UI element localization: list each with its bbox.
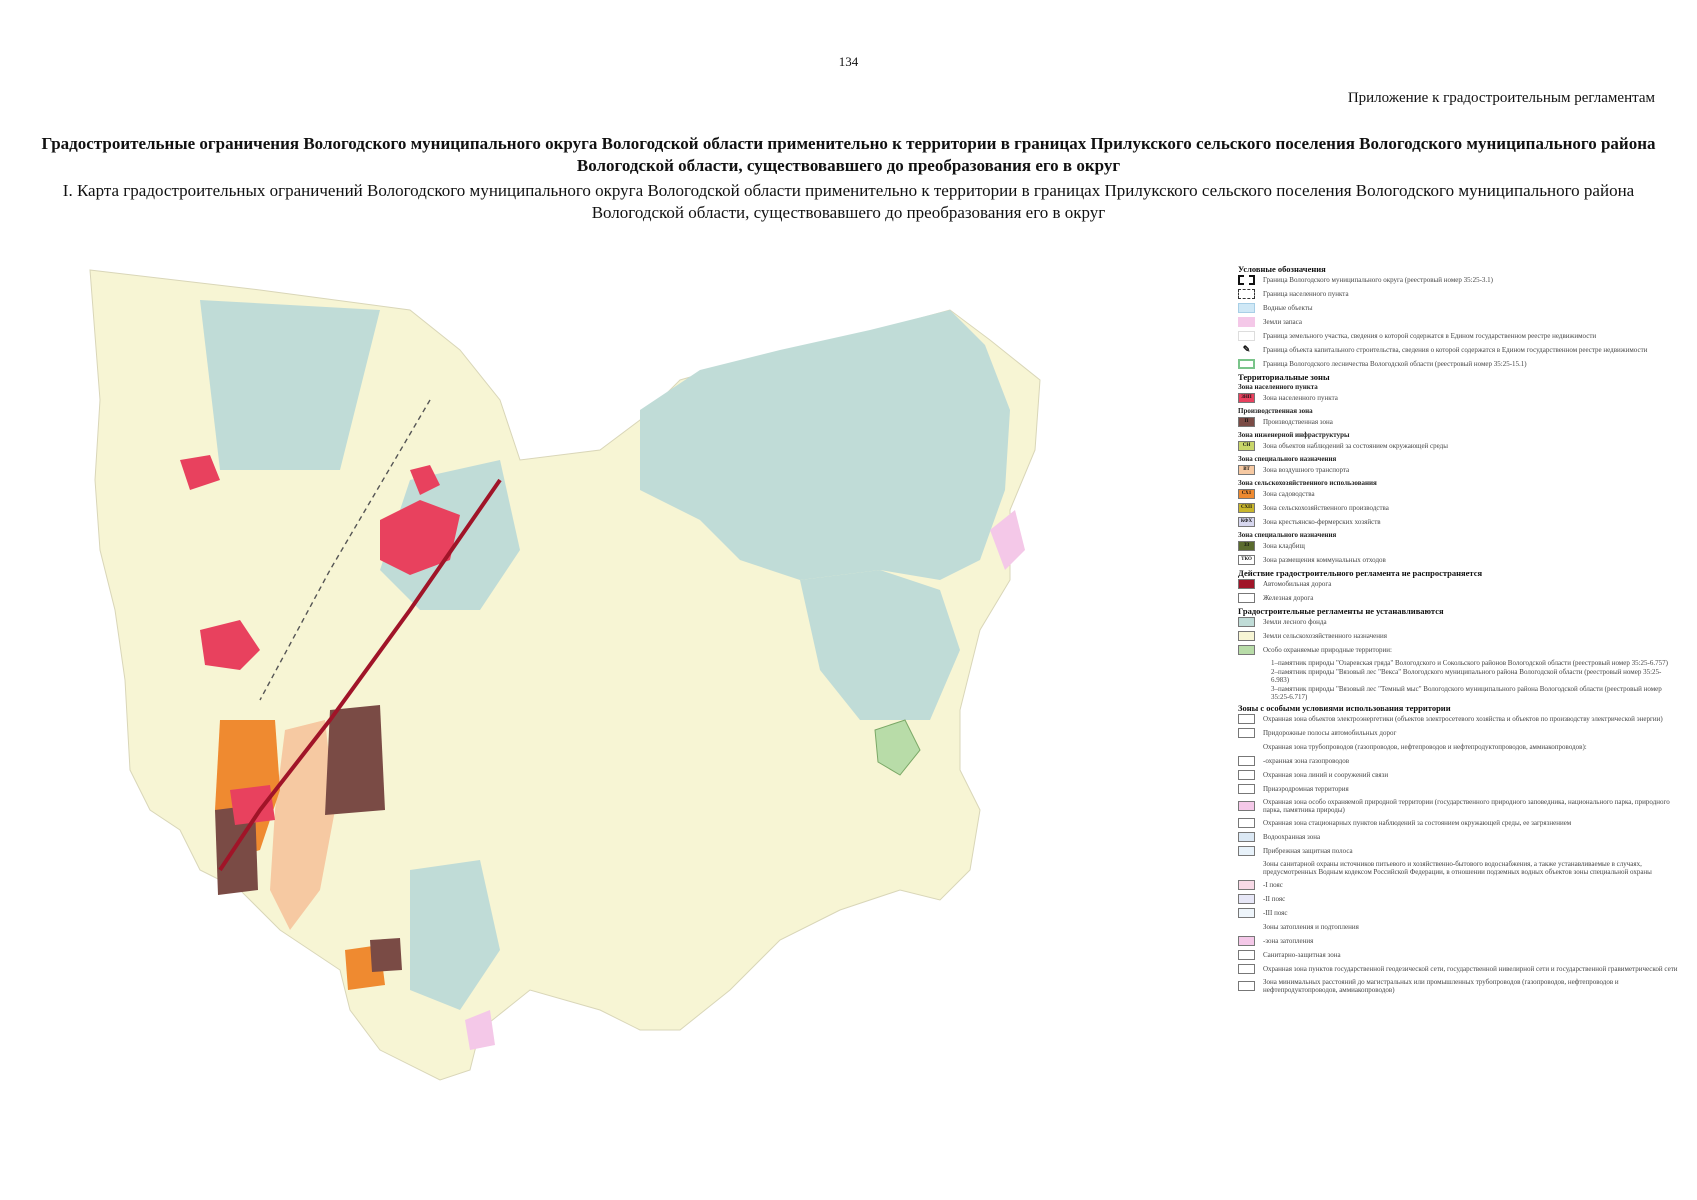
legend-row [1238,503,1678,513]
legend-text: Земли сельскохозяйственного назначения [1263,632,1387,640]
legend-text: Охранная зона пунктов государственной геодезической сети, государственной нивелирной сети и государственной гравиметрической сети [1263,965,1678,973]
legend-row [1238,303,1678,313]
legend-swatch: П [1238,417,1255,427]
legend-row [1238,593,1678,603]
legend-row [1238,784,1678,794]
legend-text: Зоны санитарной охраны источников питьевого и хозяйственно-бытового водоснабжения, а также устанавливаемые в случаях, предусмотренных Водным кодексом Российской Федерации, в отношении подземных водных объектов зоны специальной охраны [1263,860,1652,876]
legend-swatch: СХ1 [1238,489,1255,499]
territorial-heading: Территориальные зоны [1238,372,1330,382]
page-number: 134 [838,54,859,69]
legend-row [1238,950,1678,960]
legend-territorial-list [1238,383,1678,565]
not-applied-heading: Действие градостроительного регламента не распространяется [1238,568,1483,578]
legend-row [1238,465,1678,475]
legend-text: Водные объекты [1263,304,1313,312]
legend-not-set-list [1238,617,1678,655]
legend-text: Железная дорога [1263,594,1314,602]
legend-text: Зона населенного пункта [1263,394,1338,402]
legend-swatch [1238,770,1255,780]
legend-swatch [1238,617,1255,627]
legend-text: Граница объекта капитального строительства, сведения о которой содержатся в Едином государственном реестре недвижимости [1263,346,1648,354]
legend-row [1238,331,1678,341]
legend-swatch [1238,880,1255,890]
legend-row [1238,964,1678,974]
legend-text: -II пояс [1263,895,1286,903]
legend-row [1238,645,1678,655]
legend-group-heading: Зона населенного пункта [1238,383,1318,391]
legend-swatch [1238,922,1255,932]
legend-swatch [1238,981,1255,991]
map-subtitle: I. Карта градостроительных ограничений Вологодского муниципального округа Вологодской области применительно к территории в границах Прилукского сельского поселения Вологодского муниципального района Вологодской области, существовавшего до преобразования его в округ [62,181,1635,222]
legend-text: -III пояс [1263,909,1288,917]
legend-text: Зона садоводства [1263,490,1315,498]
legend-row [1238,818,1678,828]
legend-row [1238,517,1678,527]
legend-row [1238,441,1678,451]
legend-text: Приаэродромная территория [1263,785,1349,793]
legend-row [1238,908,1678,918]
legend-row [1238,742,1678,752]
legend-text: Придорожные полосы автомобильных дорог [1263,729,1397,737]
legend-swatch [1238,742,1255,752]
legend-swatch [1238,317,1255,327]
legend-swatch [1238,832,1255,842]
legend-swatch [1238,784,1255,794]
appendix-label: Приложение к градостроительным регламентам [1347,90,1655,106]
map-legend [1238,262,1678,998]
legend-group-heading: Зона сельскохозяйственного использования [1238,479,1377,487]
legend-row [1238,579,1678,589]
production-zone-a [325,705,385,815]
legend-row [1238,275,1678,285]
zoning-map[interactable] [80,250,1190,1200]
legend-text: Водоохранная зона [1263,833,1321,841]
not-set-heading: Градостроительные регламенты не устанавливаются [1238,606,1444,616]
legend-swatch: ВТ [1238,465,1255,475]
legend-text: Граница населенного пункта [1263,290,1349,298]
legend-row [1238,317,1678,327]
legend-text: Земли лесного фонда [1263,618,1327,626]
legend-row [1238,555,1678,565]
legend-swatch: ТКО [1238,555,1255,565]
legend-special-list [1238,714,1678,994]
legend-swatch: ЗНП [1238,393,1255,403]
legend-swatch: СН [1238,441,1255,451]
legend-swatch [1238,728,1255,738]
legend-swatch [1238,863,1255,873]
legend-group-heading: Производственная зона [1238,407,1313,415]
legend-row [1238,860,1678,876]
legend-swatch [1238,964,1255,974]
legend-row [1238,393,1678,403]
legend-row [1238,489,1678,499]
legend-text: Граница Вологодского лесничества Вологодской области (реестровый номер 35:25-15.1) [1263,360,1527,368]
legend-row [1238,617,1678,627]
legend-heading: Условные обозначения [1238,264,1326,274]
legend-swatch: КФХ [1238,517,1255,527]
legend-text: Охранная зона линий и сооружений связи [1263,771,1389,779]
legend-text: Охранная зона особо охраняемой природной территории (государственного природного заповедника, национального парка, природного парка, памятника природы) [1263,798,1670,814]
legend-text: Зона кладбищ [1263,542,1305,550]
legend-swatch: СХП [1238,503,1255,513]
legend-text: Зона сельскохозяйственного производства [1263,504,1389,512]
legend-swatch [1238,801,1255,811]
legend-swatch [1238,756,1255,766]
page-title: Градостроительные ограничения Вологодского муниципального округа Вологодской области применительно к территории в границах Прилукского сельского поселения Вологодского муниципального района Вологодской области, существовавшего до преобразования его в округ [41,134,1656,175]
legend-swatch [1238,303,1255,313]
legend-swatch [1238,818,1255,828]
legend-swatch [1238,846,1255,856]
legend-not-applied-list [1238,579,1678,603]
legend-row [1238,936,1678,946]
legend-text: Охранная зона объектов электроэнергетики (объектов электросетевого хозяйства и объектов по производству электрической энергии) [1263,715,1663,723]
legend-swatch [1238,289,1255,299]
legend-text: Охранная зона стационарных пунктов наблюдений за состоянием окружающей среды, ее загрязнением [1263,819,1572,827]
legend-row [1238,756,1678,766]
legend-text: Зона крестьянско-фермерских хозяйств [1263,518,1381,526]
legend-swatch [1238,894,1255,904]
legend-row [1238,894,1678,904]
legend-swatch [1238,593,1255,603]
legend-row [1238,289,1678,299]
legend-text: Производственная зона [1263,418,1333,426]
legend-row [1238,359,1678,369]
legend-text: Автомобильная дорога [1263,580,1332,588]
legend-text: -зона затопления [1263,937,1314,945]
legend-row [1238,846,1678,856]
legend-text: -охранная зона газопроводов [1263,757,1350,765]
legend-swatch [1238,579,1255,589]
legend-text: Прибрежная защитная полоса [1263,847,1353,855]
legend-swatch [1238,631,1255,641]
legend-text: Особо охраняемые природные территории: [1263,646,1392,654]
legend-row [1238,345,1678,355]
legend-text: Зона объектов наблюдений за состоянием окружающей среды [1263,442,1448,450]
legend-swatch [1238,714,1255,724]
legend-protected-notes [1238,659,1678,701]
legend-row [1238,714,1678,724]
legend-swatch [1238,359,1255,369]
legend-text: Санитарно-защитная зона [1263,951,1341,959]
legend-group-heading: Зона инженерной инфраструктуры [1238,431,1350,439]
legend-base-list [1238,275,1678,369]
legend-row [1238,631,1678,641]
legend-row [1238,728,1678,738]
legend-group-heading: Зона специального назначения [1238,455,1337,463]
legend-note: 2–памятник природы "Вязовый лес "Векса" Вологодского муниципального района Вологодской области (реестровый номер 35:25-6.983) [1271,668,1662,684]
legend-swatch: ✎ [1242,344,1251,354]
legend-text: Зоны затопления и подтопления [1263,923,1359,931]
legend-row [1238,922,1678,932]
legend-swatch [1238,950,1255,960]
legend-row [1238,978,1678,994]
legend-swatch: ЗЗ [1238,541,1255,551]
legend-text: Зона размещения коммунальных отходов [1263,556,1386,564]
production-zone-c [370,938,402,972]
legend-text: -I пояс [1263,881,1283,889]
legend-row [1238,770,1678,780]
legend-swatch [1238,331,1255,341]
legend-note: 1–памятник природы "Озаревская гряда" Вологодского и Сокольского районов Вологодской области (реестровый номер 35:25-6.757) [1271,659,1668,667]
legend-text: Зона минимальных расстояний до магистральных или промышленных трубопроводов (газопроводов, нефтепроводов и нефтепродуктопроводов, аммиакопроводов) [1263,978,1619,994]
legend-text: Граница земельного участка, сведения о которой содержатся в Едином государственном реестре недвижимости [1263,332,1597,340]
legend-text: Граница Вологодского муниципального округа (реестровый номер 35:25-3.1) [1263,276,1494,284]
legend-row [1238,417,1678,427]
legend-row [1238,541,1678,551]
legend-row [1238,880,1678,890]
legend-swatch [1238,645,1255,655]
legend-text: Земли запаса [1263,318,1302,326]
legend-swatch [1238,936,1255,946]
special-heading: Зоны с особыми условиями использования территории [1238,703,1451,713]
legend-swatch [1238,275,1255,285]
legend-text: Охранная зона трубопроводов (газопроводов, нефтепроводов и нефтепродуктопроводов, аммиакопроводов): [1263,743,1587,751]
legend-swatch [1238,908,1255,918]
legend-note: 3–памятник природы "Вязовый лес "Темный мыс" Вологодского муниципального района Вологодской области (реестровый номер 35:25-6.717) [1271,685,1662,701]
legend-group-heading: Зона специального назначения [1238,531,1337,539]
legend-text: Зона воздушного транспорта [1263,466,1350,474]
legend-row [1238,798,1678,814]
legend-row [1238,832,1678,842]
